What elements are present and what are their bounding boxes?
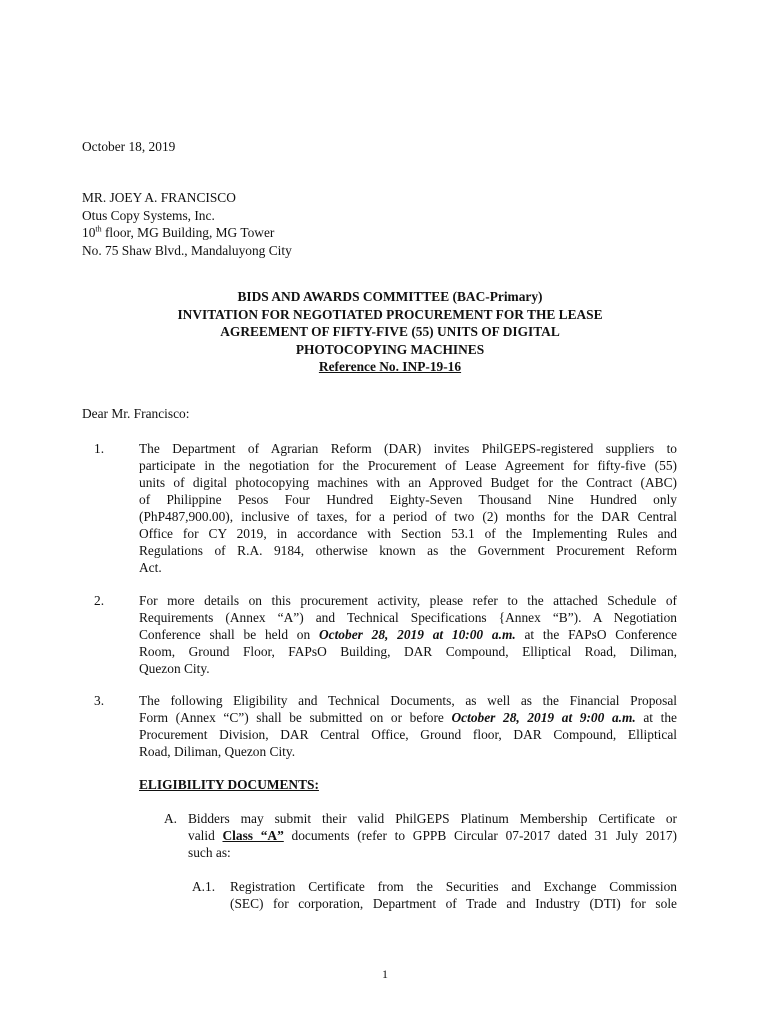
sub-item-text <box>188 810 677 861</box>
paragraph-line: Room, Ground Floor, FAPsO Building, DAR Compound, Elliptical Road, Diliman, <box>139 644 677 659</box>
sub-item-line: Registration Certificate from the Securities and Exchange Commission <box>230 879 677 894</box>
sub-item-line <box>188 827 677 844</box>
paragraph-number: 3. <box>94 693 105 708</box>
text-run: valid <box>188 828 223 843</box>
paragraph-line: Regulations of R.A. 9184, otherwise known as the Government Procurement Reform <box>139 543 677 558</box>
paragraph-line <box>139 709 677 726</box>
paragraph-line: Office for CY 2019, in accordance with Section 53.1 of the Implementing Rules and <box>139 526 677 541</box>
paragraph-line: Act. <box>139 560 162 575</box>
text-run: Form (Annex “C”) shall be submitted on or before <box>139 710 452 725</box>
sub-item-line: such as: <box>188 845 231 860</box>
reference-number <box>100 358 680 376</box>
text-run: at the <box>635 710 678 725</box>
submission-datetime: October 28, 2019 at 9:00 a.m. <box>451 710 636 725</box>
paragraph-number: 1. <box>94 441 105 456</box>
paragraph-text <box>139 440 677 576</box>
sub-item-line: (SEC) for corporation, Department of Trade and Industry (DTI) for sole <box>230 896 677 911</box>
text-run: Conference shall be held on <box>139 627 319 642</box>
recipient-floor <box>82 224 292 242</box>
salutation: Dear Mr. Francisco: <box>82 406 190 421</box>
paragraph-line: The following Eligibility and Technical Documents, as well as the Financial Proposal <box>139 693 677 708</box>
sub-item-text <box>230 878 677 912</box>
letter-date: October 18, 2019 <box>82 139 176 154</box>
floor-rest: floor, MG Building, MG Tower <box>101 225 275 240</box>
reference-text: Reference No. INP-19-16 <box>318 359 462 374</box>
letter-title-block <box>100 288 680 376</box>
recipient-address-block <box>82 189 292 259</box>
paragraph-number: 2. <box>94 593 105 608</box>
title-line-3: AGREEMENT OF FIFTY-FIVE (55) UNITS OF DIGITAL <box>220 324 560 339</box>
recipient-company: Otus Copy Systems, Inc. <box>82 207 215 223</box>
sub-item-line: Bidders may submit their valid PhilGEPS Platinum Membership Certificate or <box>188 811 677 826</box>
title-line-2: INVITATION FOR NEGOTIATED PROCUREMENT FOR THE LEASE <box>177 306 603 322</box>
paragraph-line: Road, Diliman, Quezon City. <box>139 744 296 759</box>
paragraph-text <box>139 592 677 677</box>
paragraph-line: For more details on this procurement activity, please refer to the attached Schedule of <box>139 593 677 608</box>
paragraph-line <box>139 626 677 643</box>
eligibility-heading: ELIGIBILITY DOCUMENTS: <box>139 777 319 792</box>
floor-suffix: th <box>95 224 102 234</box>
paragraph-line: Requirements (Annex “A”) and Technical Specifications {Annex “B”). A Negotiation <box>139 610 677 625</box>
paragraph-line: (PhP487,900.00), inclusive of taxes, for a period of two (2) months for the DAR Central <box>139 509 677 524</box>
paragraph-text <box>139 692 677 760</box>
text-run: at the FAPsO Conference <box>515 627 678 642</box>
recipient-name: MR. JOEY A. FRANCISCO <box>82 190 236 205</box>
paragraph-line: participate in the negotiation for the Procurement of Lease Agreement for fifty-five (55) <box>139 458 677 473</box>
floor-number: 10 <box>82 225 96 240</box>
paragraph-line: Procurement Division, DAR Central Office, Ground floor, DAR Compound, Elliptical <box>139 727 677 742</box>
title-line-1: BIDS AND AWARDS COMMITTEE (BAC-Primary) <box>237 289 543 304</box>
class-a-emphasis: Class “A” <box>222 828 284 843</box>
paragraph-line: Quezon City. <box>139 661 210 676</box>
paragraph-line: The Department of Agrarian Reform (DAR) invites PhilGEPS-registered suppliers to <box>139 441 677 456</box>
title-line-4: PHOTOCOPYING MACHINES <box>295 341 485 357</box>
sub-item-label: A. <box>164 811 178 826</box>
text-run: documents (refer to GPPB Circular 07-2017 dated 31 July 2017) <box>283 828 677 843</box>
paragraph-line: of Philippine Pesos Four Hundred Eighty-Seven Thousand Nine Hundred only <box>139 492 677 507</box>
sub-item-label: A.1. <box>192 879 216 894</box>
conference-datetime: October 28, 2019 at 10:00 a.m. <box>318 627 516 642</box>
paragraph-line: units of digital photocopying machines with an Approved Budget for the Contract (ABC) <box>139 475 677 490</box>
recipient-street: No. 75 Shaw Blvd., Mandaluyong City <box>82 242 292 258</box>
page-number: 1 <box>382 967 388 981</box>
